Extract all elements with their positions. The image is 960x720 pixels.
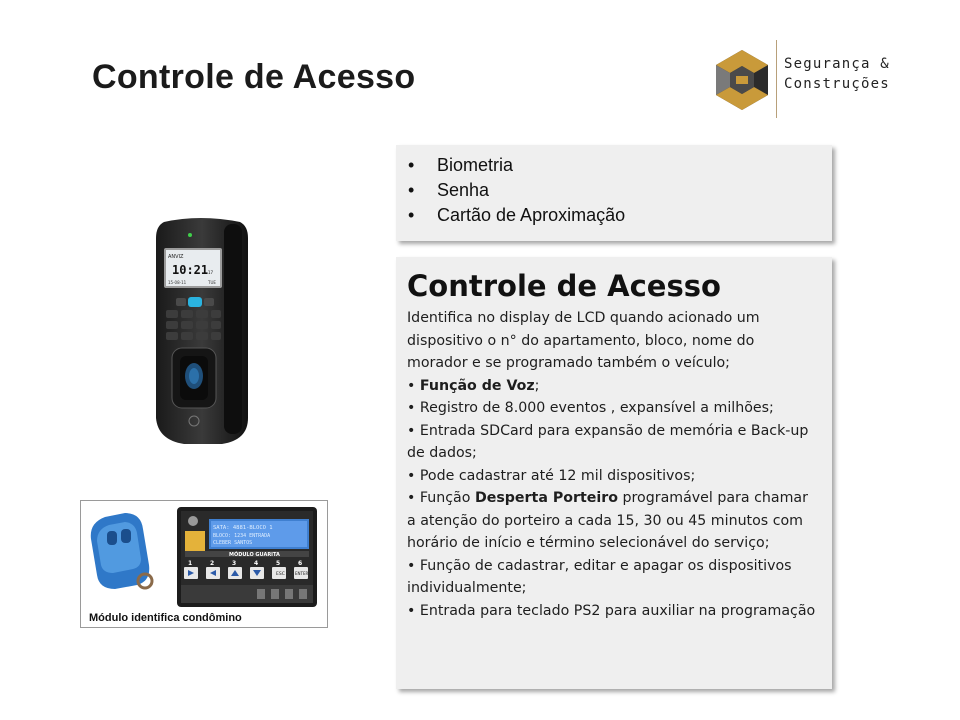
module-lcd-line3: CLEBER SANTOS: [213, 540, 253, 546]
details-content: [407, 267, 819, 622]
module-panel-label: MÓDULO GUARITA: [229, 552, 280, 558]
details-desperta: [407, 487, 819, 555]
module-caption: Módulo identifica condômino: [89, 612, 242, 624]
access-control-device-image: [150, 218, 250, 448]
module-lcd-line1: SATA: 4881-BLOCO 1: [213, 525, 273, 531]
voz-bold: Função de Voz: [419, 377, 535, 394]
module-lcd-line2: BLOCO: 1234 ENTRADA: [213, 533, 271, 539]
access-methods-box: [396, 145, 832, 241]
module-photo: [80, 500, 328, 628]
logo-text: [784, 54, 890, 94]
details-heading: Controle de Acesso: [407, 269, 721, 303]
details-intro: Identifica no display de LCD quando acionado um dispositivo o n° do apartamento, bloco, nome do morador e se programado também o veículo;: [407, 310, 760, 371]
device-brand: ANVIZ: [168, 254, 184, 260]
slide-title: Controle de Acesso: [92, 58, 416, 96]
company-logo: [714, 40, 934, 120]
logo-line-2: Construções: [784, 76, 890, 92]
remote-keyfob-icon: [91, 513, 152, 589]
desperta-rest: programável para chamar a atenção do porteiro a cada 15, 30 ou 45 minutos com horário de início e término selecionável do serviço;: [407, 490, 808, 551]
module-illustration: [81, 501, 327, 611]
module-key-esc: ESC: [276, 572, 285, 577]
logo-line-1: Segurança &: [784, 56, 890, 72]
details-sdcard: • Entrada SDCard para expansão de memória e Back-up de dados;: [407, 422, 809, 461]
details-text: [407, 307, 819, 622]
details-box: [396, 257, 832, 689]
device-weekday: TUE: [208, 280, 216, 285]
module-key-5: 5: [276, 560, 281, 567]
module-key-enter: ENTER: [295, 571, 309, 576]
method-item-biometria: • Biometria: [408, 153, 625, 178]
module-key-3: 3: [232, 560, 237, 567]
module-key-6: 6: [298, 560, 303, 567]
logo-mark-icon: [714, 48, 770, 112]
voz-bullet: •: [407, 377, 420, 394]
module-key-4: 4: [254, 560, 259, 567]
details-cadastrar: • Pode cadastrar até 12 mil dispositivos;: [407, 467, 696, 484]
method-item-cartao: • Cartão de Aproximação: [408, 203, 625, 228]
module-key-1: 1: [188, 560, 193, 567]
access-methods-list: [408, 153, 625, 228]
desperta-bold: Desperta Porteiro: [474, 490, 619, 506]
desperta-pre: • Função: [407, 490, 475, 506]
device-seconds: 17: [208, 270, 214, 275]
device-date: 15-08-11: [168, 280, 187, 285]
module-key-2: 2: [210, 560, 215, 567]
details-registro: • Registro de 8.000 eventos , expansível a milhões;: [407, 400, 774, 416]
device-time: 10:21: [172, 263, 209, 277]
voz-rest: ;: [534, 377, 540, 394]
details-editar: • Função de cadastrar, editar e apagar os dispositivos individualmente;: [407, 557, 792, 596]
details-voz: [407, 375, 819, 398]
logo-divider: [776, 40, 777, 118]
method-item-senha: • Senha: [408, 178, 625, 203]
details-ps2: • Entrada para teclado PS2 para auxiliar na programação: [407, 602, 816, 619]
